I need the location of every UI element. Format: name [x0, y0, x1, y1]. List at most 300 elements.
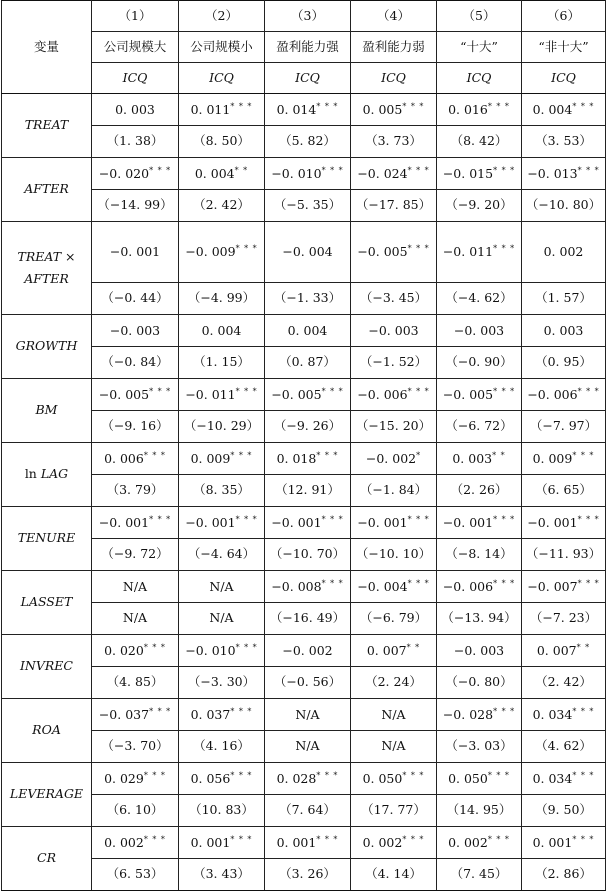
coef-row: [2, 827, 606, 859]
significance-stars: * * *: [407, 386, 430, 396]
coef-cell: [437, 94, 522, 126]
coef-cell: [179, 763, 265, 795]
coef-cell: [522, 315, 606, 347]
coef-value: −0. 028: [442, 706, 494, 722]
tstat-cell: （−0. 44）: [92, 283, 179, 315]
coef-cell: [522, 699, 606, 731]
coef-cell: [437, 571, 522, 603]
coef-row: [2, 94, 606, 126]
coef-cell: [92, 635, 179, 667]
tstat-cell: （−7. 97）: [522, 411, 606, 443]
coef-cell: [351, 635, 437, 667]
significance-stars: * * *: [235, 244, 258, 254]
coef-cell: [92, 507, 179, 539]
col-number: （1）: [92, 1, 179, 32]
significance-stars: * * *: [493, 514, 516, 524]
coef-row: [2, 315, 606, 347]
tstat-cell: （−3. 45）: [351, 283, 437, 315]
significance-stars: * * *: [143, 642, 166, 652]
tstat-cell: （−7. 23）: [522, 603, 606, 635]
tstat-cell: （9. 50）: [522, 795, 606, 827]
variable-name: [2, 94, 92, 158]
coef-cell: [265, 507, 351, 539]
tstat-cell: （1. 38）: [92, 126, 179, 158]
significance-stars: * * *: [572, 834, 595, 844]
tstat-cell: （−3. 70）: [92, 731, 179, 763]
coef-value: −0. 003: [109, 322, 161, 338]
coef-cell: [522, 635, 606, 667]
coef-row: [2, 158, 606, 190]
significance-stars: * * *: [402, 101, 425, 111]
tstat-cell: （8. 42）: [437, 126, 522, 158]
coef-value: 0. 004: [194, 165, 235, 181]
tstat-row: [2, 603, 606, 635]
coef-value: 0. 001: [532, 834, 573, 850]
coef-cell: [265, 379, 351, 411]
significance-stars: * * *: [235, 386, 258, 396]
tstat-cell: （−9. 20）: [437, 190, 522, 222]
tstat-cell: （0. 87）: [265, 347, 351, 379]
significance-stars: * * *: [316, 770, 339, 780]
coef-cell: [351, 222, 437, 283]
significance-stars: * * *: [487, 770, 510, 780]
coef-row: [2, 507, 606, 539]
tstat-row: [2, 795, 606, 827]
significance-stars: * * *: [321, 514, 344, 524]
coef-cell: [179, 507, 265, 539]
coef-value: −0. 002: [282, 642, 333, 658]
coef-cell: [265, 827, 351, 859]
tstat-cell: （17. 77）: [351, 795, 437, 827]
tstat-cell: （2. 42）: [522, 667, 606, 699]
tstat-cell: （7. 64）: [265, 795, 351, 827]
coef-row: [2, 635, 606, 667]
tstat-cell: （8. 50）: [179, 126, 265, 158]
coef-cell: [179, 443, 265, 475]
significance-stars: * * *: [143, 450, 166, 460]
coef-cell: [92, 222, 179, 283]
coef-value: 0. 003: [115, 101, 155, 117]
coef-cell: [92, 443, 179, 475]
coef-value: −0. 011: [185, 386, 236, 402]
tstat-cell: （−1. 52）: [351, 347, 437, 379]
coef-cell: [92, 379, 179, 411]
variable-prefix: ln: [24, 466, 41, 482]
coef-value: 0. 009: [532, 450, 573, 466]
coef-cell: [437, 222, 522, 283]
variable-name: [2, 571, 92, 635]
coef-cell: [522, 158, 606, 190]
variable-label: BM: [35, 402, 58, 418]
coef-cell: [92, 315, 179, 347]
coef-cell: [522, 443, 606, 475]
coef-value: −0. 015: [442, 165, 494, 181]
tstat-cell: （−0. 56）: [265, 667, 351, 699]
tstat-cell: N/A: [265, 731, 351, 763]
col-number: （5）: [437, 1, 522, 32]
variable-label: ROA: [32, 722, 61, 738]
coef-value: −0. 010: [185, 642, 236, 658]
significance-stars: * * *: [493, 386, 516, 396]
coef-value: 0. 001: [190, 834, 231, 850]
tstat-cell: （−0. 80）: [437, 667, 522, 699]
coef-cell: [351, 94, 437, 126]
col-number: （2）: [179, 1, 265, 32]
coef-value: −0. 013: [527, 165, 578, 181]
significance-stars: * * *: [487, 834, 510, 844]
header-row-numbers: [2, 1, 606, 32]
significance-stars: * * *: [572, 450, 595, 460]
significance-stars: * * *: [230, 834, 253, 844]
coef-value: −0. 007: [527, 578, 578, 594]
coef-value: −0. 024: [357, 165, 408, 181]
significance-stars: * * *: [407, 244, 430, 254]
tstat-cell: （−1. 84）: [351, 475, 437, 507]
significance-stars: * * *: [572, 770, 595, 780]
tstat-cell: （4. 14）: [351, 859, 437, 891]
tstat-cell: （14. 95）: [437, 795, 522, 827]
coef-value: 0. 011: [190, 101, 231, 117]
tstat-cell: （−1. 33）: [265, 283, 351, 315]
tstat-cell: （−16. 49）: [265, 603, 351, 635]
coef-cell: [265, 571, 351, 603]
tstat-cell: （−13. 94）: [437, 603, 522, 635]
dep-var: ICQ: [265, 63, 351, 94]
tstat-cell: （6. 65）: [522, 475, 606, 507]
significance-stars: * * *: [149, 386, 172, 396]
tstat-cell: （8. 35）: [179, 475, 265, 507]
coef-cell: [522, 507, 606, 539]
coef-value: −0. 009: [185, 244, 236, 260]
coef-cell: [179, 571, 265, 603]
tstat-cell: （−6. 72）: [437, 411, 522, 443]
coef-cell: [265, 699, 351, 731]
coef-value: −0. 011: [442, 244, 494, 260]
coef-value: −0. 002: [365, 450, 417, 466]
coef-cell: [437, 315, 522, 347]
coef-cell: [265, 158, 351, 190]
coef-cell: [522, 827, 606, 859]
coef-value: 0. 034: [532, 770, 573, 786]
tstat-cell: N/A: [179, 603, 265, 635]
significance-stars: * * *: [149, 514, 172, 524]
coef-cell: [265, 635, 351, 667]
dep-var: ICQ: [351, 63, 437, 94]
significance-stars: * * *: [235, 642, 258, 652]
tstat-cell: （4. 16）: [179, 731, 265, 763]
coef-value: 0. 020: [104, 642, 144, 658]
coef-cell: [351, 827, 437, 859]
coef-cell: [522, 571, 606, 603]
tstat-cell: （4. 85）: [92, 667, 179, 699]
tstat-cell: （−0. 90）: [437, 347, 522, 379]
coef-value: −0. 003: [368, 322, 419, 338]
coef-value: −0. 010: [271, 165, 322, 181]
tstat-cell: （5. 82）: [265, 126, 351, 158]
coef-value: −0. 006: [357, 386, 408, 402]
coef-value: 0. 002: [448, 834, 488, 850]
coef-value: −0. 006: [527, 386, 578, 402]
significance-stars: * *: [406, 642, 421, 652]
tstat-cell: （−10. 29）: [179, 411, 265, 443]
tstat-cell: （4. 62）: [522, 731, 606, 763]
coef-value: 0. 009: [190, 450, 231, 466]
coef-value: N/A: [122, 578, 148, 594]
tstat-cell: （−3. 03）: [437, 731, 522, 763]
significance-stars: * * *: [143, 770, 166, 780]
coef-value: 0. 016: [448, 101, 488, 117]
tstat-row: [2, 347, 606, 379]
variable-name: [2, 827, 92, 891]
col-group: “非十大”: [522, 32, 606, 63]
significance-stars: * * *: [577, 578, 600, 588]
coef-cell: [522, 222, 606, 283]
coef-cell: [437, 763, 522, 795]
coef-cell: [179, 827, 265, 859]
coef-value: 0. 001: [276, 834, 317, 850]
significance-stars: * * *: [493, 578, 516, 588]
tstat-cell: （−9. 26）: [265, 411, 351, 443]
tstat-cell: （3. 43）: [179, 859, 265, 891]
dep-var: ICQ: [179, 63, 265, 94]
coef-value: −0. 001: [98, 514, 150, 530]
variable-label: LEVERAGE: [9, 786, 84, 802]
tstat-row: [2, 190, 606, 222]
tstat-cell: （−11. 93）: [522, 539, 606, 571]
tstat-cell: （12. 91）: [265, 475, 351, 507]
tstat-cell: （−14. 99）: [92, 190, 179, 222]
coef-value: 0. 002: [543, 244, 584, 260]
coef-value: −0. 001: [527, 514, 578, 530]
coef-cell: [351, 443, 437, 475]
tstat-cell: （−10. 80）: [522, 190, 606, 222]
significance-stars: *: [416, 450, 422, 460]
coef-cell: [179, 379, 265, 411]
variable-name: [2, 763, 92, 827]
coef-cell: [437, 443, 522, 475]
significance-stars: * * *: [316, 101, 339, 111]
coef-cell: [179, 222, 265, 283]
tstat-cell: （−10. 70）: [265, 539, 351, 571]
coef-cell: [437, 827, 522, 859]
tstat-cell: （6. 53）: [92, 859, 179, 891]
coef-value: 0. 002: [362, 834, 403, 850]
variable-name: [2, 507, 92, 571]
coef-value: 0. 004: [532, 101, 573, 117]
coef-row: [2, 379, 606, 411]
coef-value: N/A: [381, 706, 406, 722]
significance-stars: * * *: [143, 834, 166, 844]
coef-cell: [92, 827, 179, 859]
coef-cell: [351, 507, 437, 539]
coef-value: 0. 018: [276, 450, 317, 466]
coef-cell: [351, 571, 437, 603]
coef-value: −0. 006: [442, 578, 494, 594]
coef-row: [2, 222, 606, 283]
variable-label: LASSET: [20, 594, 73, 610]
col-group: 盈利能力弱: [351, 32, 437, 63]
coef-cell: [265, 763, 351, 795]
coef-value: 0. 050: [448, 770, 488, 786]
variable-name: [2, 699, 92, 763]
variable-name: [2, 635, 92, 699]
coef-value: −0. 005: [271, 386, 322, 402]
coef-value: 0. 007: [366, 642, 407, 658]
tstat-cell: （1. 15）: [179, 347, 265, 379]
variable-name: [2, 222, 92, 315]
tstat-row: [2, 667, 606, 699]
significance-stars: * * *: [572, 101, 595, 111]
coef-value: −0. 037: [98, 706, 150, 722]
tstat-cell: （7. 45）: [437, 859, 522, 891]
coef-value: 0. 004: [201, 322, 242, 338]
significance-stars: * * *: [493, 244, 516, 254]
coef-cell: [351, 763, 437, 795]
coef-value: 0. 028: [276, 770, 317, 786]
coef-value: −0. 003: [453, 642, 505, 658]
significance-stars: * * *: [577, 165, 600, 175]
tstat-cell: （−4. 64）: [179, 539, 265, 571]
coef-cell: [351, 379, 437, 411]
significance-stars: * * *: [407, 514, 430, 524]
significance-stars: * * *: [230, 450, 253, 460]
tstat-cell: （−3. 30）: [179, 667, 265, 699]
tstat-cell: （−9. 16）: [92, 411, 179, 443]
tstat-cell: （2. 26）: [437, 475, 522, 507]
tstat-cell: （6. 10）: [92, 795, 179, 827]
tstat-cell: （3. 73）: [351, 126, 437, 158]
coef-value: 0. 034: [532, 706, 573, 722]
coef-cell: [437, 699, 522, 731]
significance-stars: * * *: [572, 706, 595, 716]
coef-value: N/A: [295, 706, 320, 722]
tstat-row: [2, 731, 606, 763]
header-row-groups: [2, 32, 606, 63]
coef-row: [2, 571, 606, 603]
significance-stars: * * *: [493, 165, 516, 175]
tstat-row: [2, 411, 606, 443]
coef-cell: [179, 315, 265, 347]
variable-label: GROWTH: [15, 338, 78, 354]
variable-label: CR: [37, 850, 56, 866]
coef-cell: [437, 379, 522, 411]
coef-cell: [351, 315, 437, 347]
coef-value: −0. 004: [282, 244, 333, 260]
tstat-cell: （2. 86）: [522, 859, 606, 891]
coef-value: 0. 007: [536, 642, 577, 658]
coef-cell: [351, 699, 437, 731]
coef-value: −0. 020: [98, 165, 150, 181]
dep-var: ICQ: [92, 63, 179, 94]
variable-name-line1: TREAT ×: [17, 248, 76, 264]
coef-cell: [351, 158, 437, 190]
tstat-cell: （3. 26）: [265, 859, 351, 891]
coef-cell: [265, 315, 351, 347]
coef-value: 0. 037: [190, 706, 231, 722]
coef-value: −0. 001: [271, 514, 322, 530]
coef-value: 0. 004: [287, 322, 328, 338]
coef-cell: [92, 571, 179, 603]
tstat-cell: （−0. 84）: [92, 347, 179, 379]
tstat-cell: （−9. 72）: [92, 539, 179, 571]
header-variable-label: 变量: [2, 1, 92, 94]
significance-stars: * *: [576, 642, 591, 652]
coef-value: −0. 005: [98, 386, 150, 402]
significance-stars: * * *: [577, 514, 600, 524]
coef-cell: [437, 158, 522, 190]
col-group: 公司规模小: [179, 32, 265, 63]
header-row-depvar: [2, 63, 606, 94]
variable-label: INVREC: [19, 658, 73, 674]
tstat-cell: （−5. 35）: [265, 190, 351, 222]
significance-stars: * * *: [402, 770, 425, 780]
tstat-row: [2, 539, 606, 571]
col-group: “十大”: [437, 32, 522, 63]
significance-stars: * * *: [235, 514, 258, 524]
coef-cell: [522, 763, 606, 795]
coef-cell: [179, 699, 265, 731]
coef-cell: [179, 158, 265, 190]
coef-value: −0. 004: [357, 578, 408, 594]
coef-row: [2, 699, 606, 731]
coef-row: [2, 763, 606, 795]
significance-stars: * * *: [230, 101, 253, 111]
coef-cell: [179, 635, 265, 667]
coef-value: 0. 002: [104, 834, 144, 850]
significance-stars: * * *: [493, 706, 516, 716]
dep-var: ICQ: [437, 63, 522, 94]
significance-stars: * * *: [487, 101, 510, 111]
coef-row: [2, 443, 606, 475]
significance-stars: * * *: [321, 578, 344, 588]
coef-cell: [522, 379, 606, 411]
coef-cell: [265, 222, 351, 283]
significance-stars: * *: [492, 450, 506, 460]
significance-stars: * * *: [230, 770, 253, 780]
col-number: （3）: [265, 1, 351, 32]
tstat-row: [2, 283, 606, 315]
tstat-cell: N/A: [351, 731, 437, 763]
coef-value: −0. 001: [442, 514, 494, 530]
significance-stars: * * *: [402, 834, 425, 844]
significance-stars: * * *: [149, 706, 172, 716]
variable-name: [2, 379, 92, 443]
coef-value: −0. 001: [185, 514, 236, 530]
tstat-cell: （0. 95）: [522, 347, 606, 379]
coef-value: −0. 001: [357, 514, 408, 530]
tstat-cell: （2. 24）: [351, 667, 437, 699]
coef-value: −0. 008: [271, 578, 322, 594]
coef-value: 0. 006: [104, 450, 144, 466]
coef-value: 0. 056: [190, 770, 231, 786]
coef-cell: [92, 763, 179, 795]
tstat-cell: （−17. 85）: [351, 190, 437, 222]
variable-label: AFTER: [24, 181, 69, 197]
col-number: （6）: [522, 1, 606, 32]
tstat-cell: （3. 79）: [92, 475, 179, 507]
tstat-cell: （2. 42）: [179, 190, 265, 222]
coef-cell: [437, 507, 522, 539]
significance-stars: * * *: [407, 578, 430, 588]
variable-name-line2: AFTER: [24, 271, 69, 286]
tstat-cell: （1. 57）: [522, 283, 606, 315]
significance-stars: * * *: [321, 386, 344, 396]
coef-value: 0. 050: [362, 770, 403, 786]
coef-value: −0. 005: [442, 386, 494, 402]
coef-value: −0. 001: [109, 244, 161, 260]
coef-cell: [92, 158, 179, 190]
tstat-cell: （−4. 99）: [179, 283, 265, 315]
